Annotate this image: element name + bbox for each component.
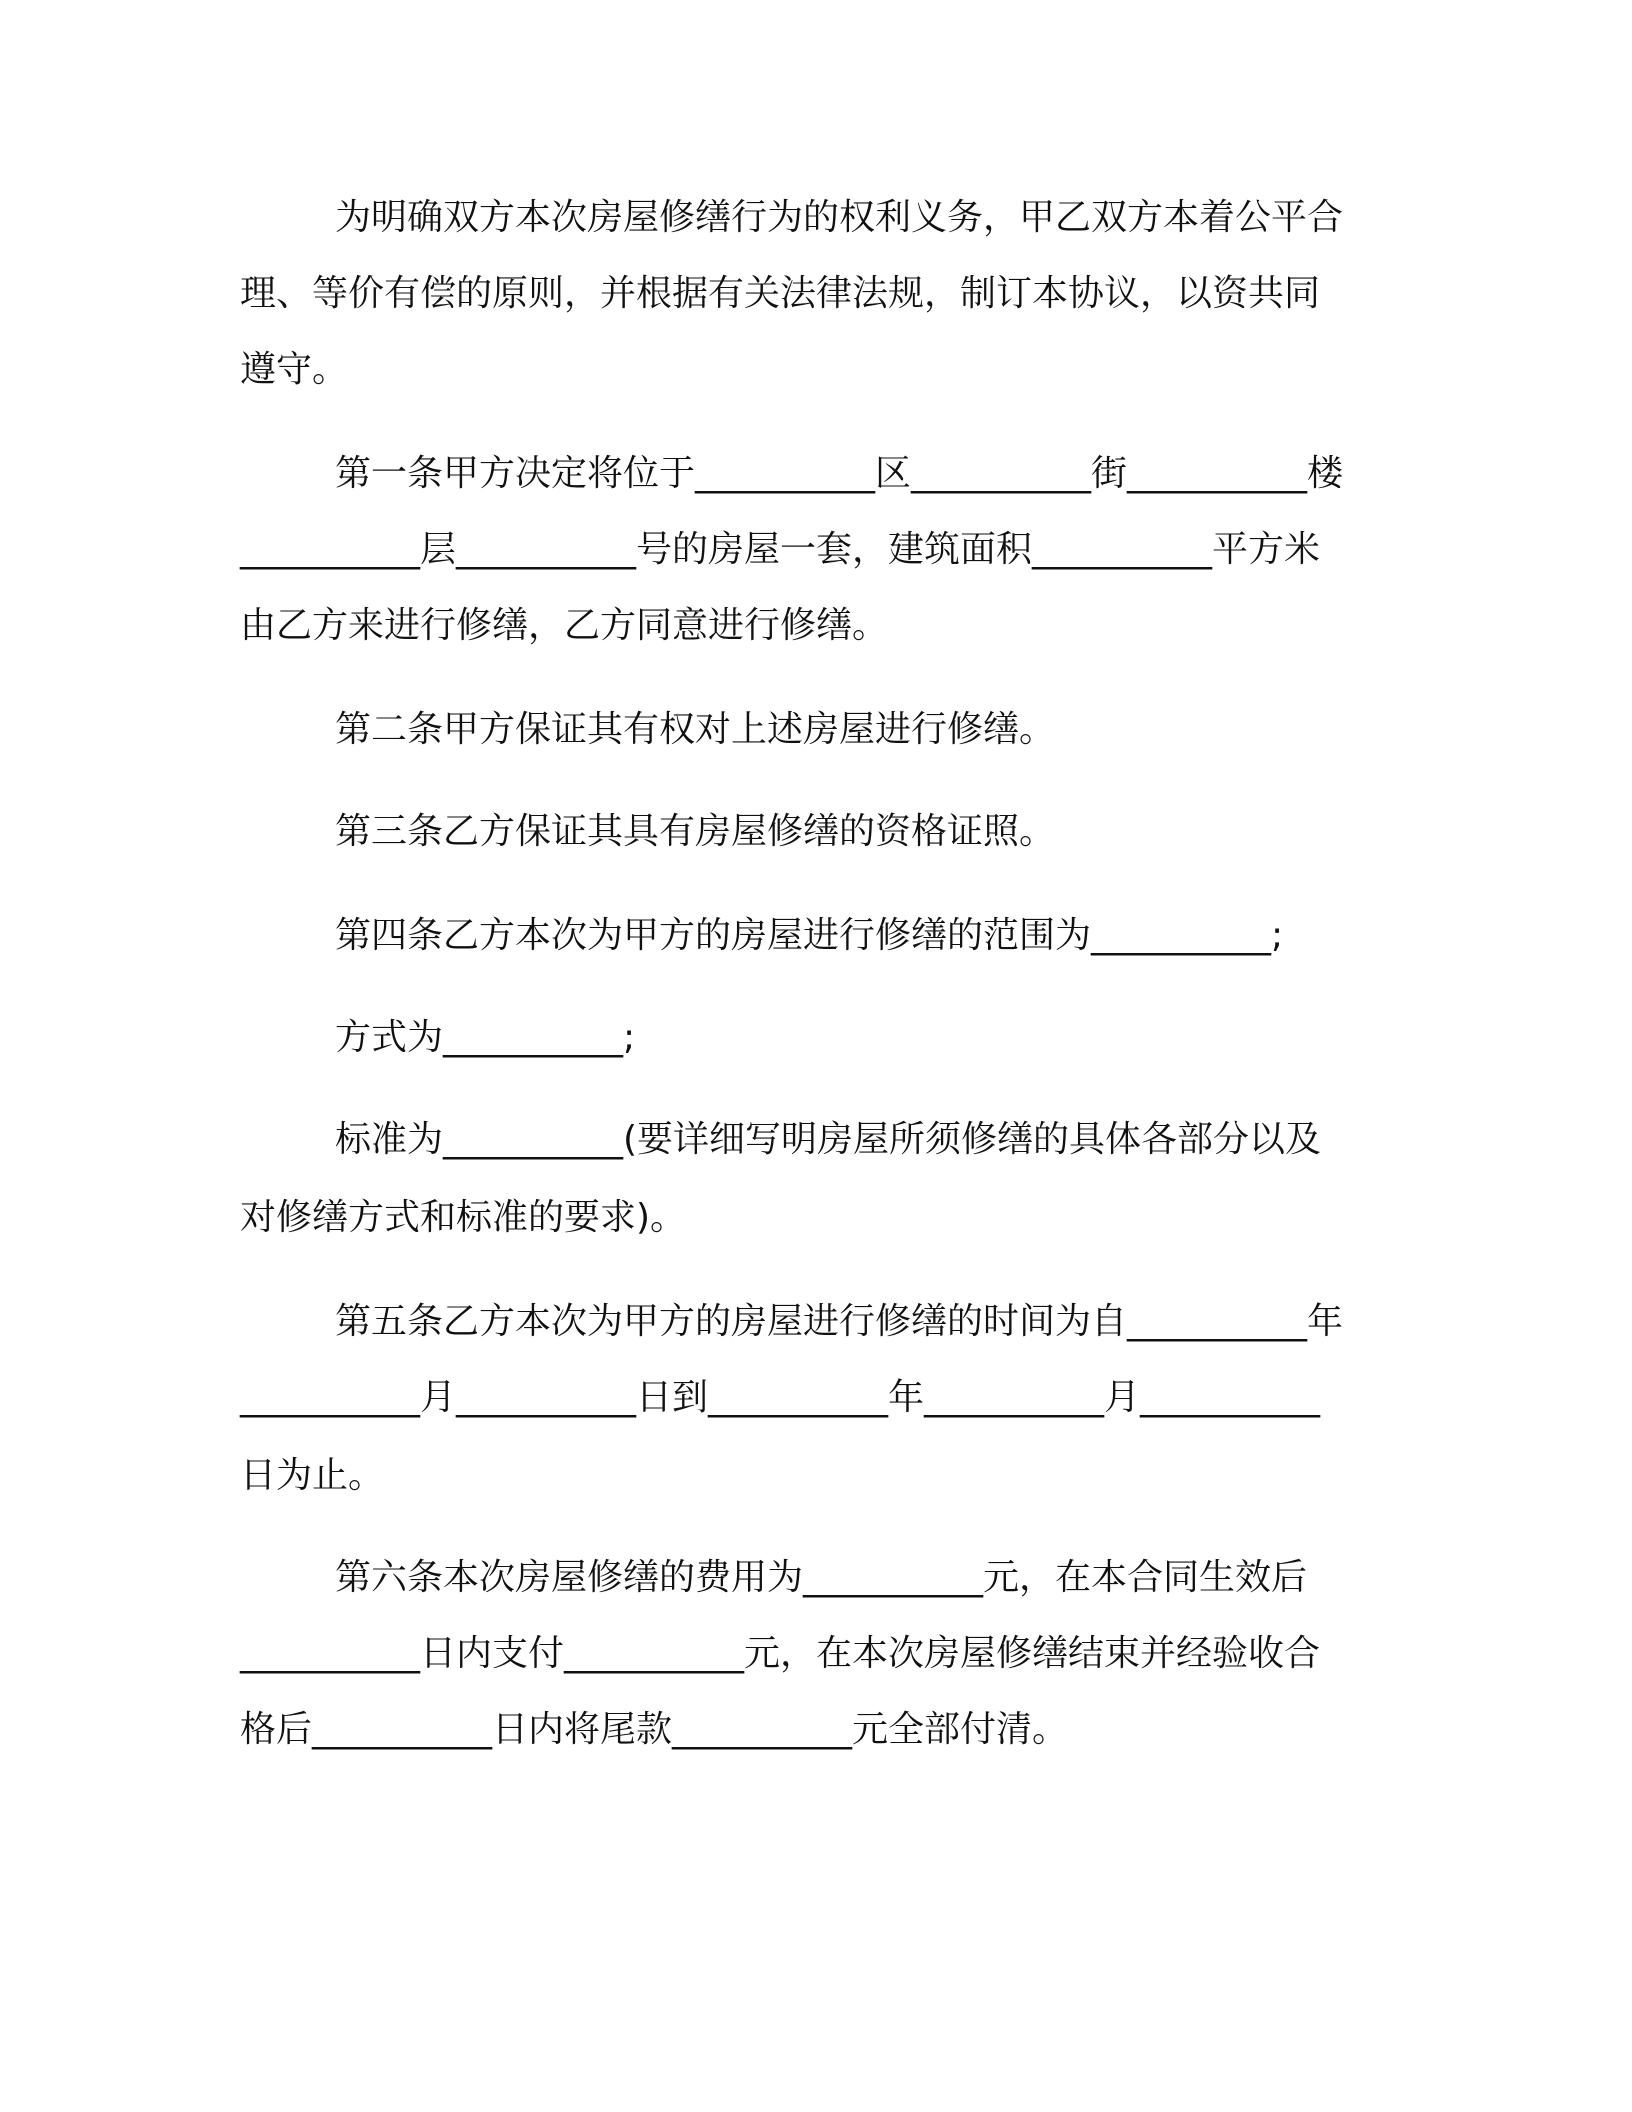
article-5-line-2: __________月__________日到__________年__________月__________ [240, 1377, 1320, 1418]
preamble-line-3: 遵守。 [240, 349, 349, 390]
preamble-line-2: 理、等价有偿的原则，并根据有关法律法规，制订本协议，以资共同 [240, 273, 1321, 314]
article-5-line-1: 第五条乙方本次为甲方的房屋进行修缮的时间为自__________年 [335, 1301, 1344, 1342]
preamble-line-1: 为明确双方本次房屋修缮行为的权利义务，甲乙双方本着公平合 [335, 197, 1344, 238]
article-6-line-2: __________日内支付__________元，在本次房屋修缮结束并经验收合 [240, 1633, 1321, 1674]
article-2-line: 第二条甲方保证其有权对上述房屋进行修缮。 [335, 709, 1056, 750]
article-3-line: 第三条乙方保证其具有房屋修缮的资格证照。 [335, 811, 1056, 852]
article-5-line-3: 日为止。 [240, 1455, 385, 1496]
article-6-line-3: 格后__________日内将尾款__________元全部付清。 [240, 1709, 1069, 1750]
article-1-line-2: __________层__________号的房屋一套，建筑面积__________平方米 [240, 529, 1321, 570]
article-4-line-3: 标准为__________(要详细写明房屋所须修缮的具体各部分以及 [335, 1119, 1322, 1160]
article-4-line-2: 方式为__________; [335, 1017, 636, 1058]
article-4-line-4: 对修缮方式和标准的要求)。 [240, 1197, 687, 1238]
article-6-line-1: 第六条本次房屋修缮的费用为__________元，在本合同生效后 [335, 1557, 1308, 1598]
article-1-line-1: 第一条甲方决定将位于__________区__________街__________楼 [335, 453, 1344, 494]
article-1-line-3: 由乙方来进行修缮，乙方同意进行修缮。 [240, 605, 889, 646]
article-4-line-1: 第四条乙方本次为甲方的房屋进行修缮的范围为__________; [335, 915, 1284, 956]
